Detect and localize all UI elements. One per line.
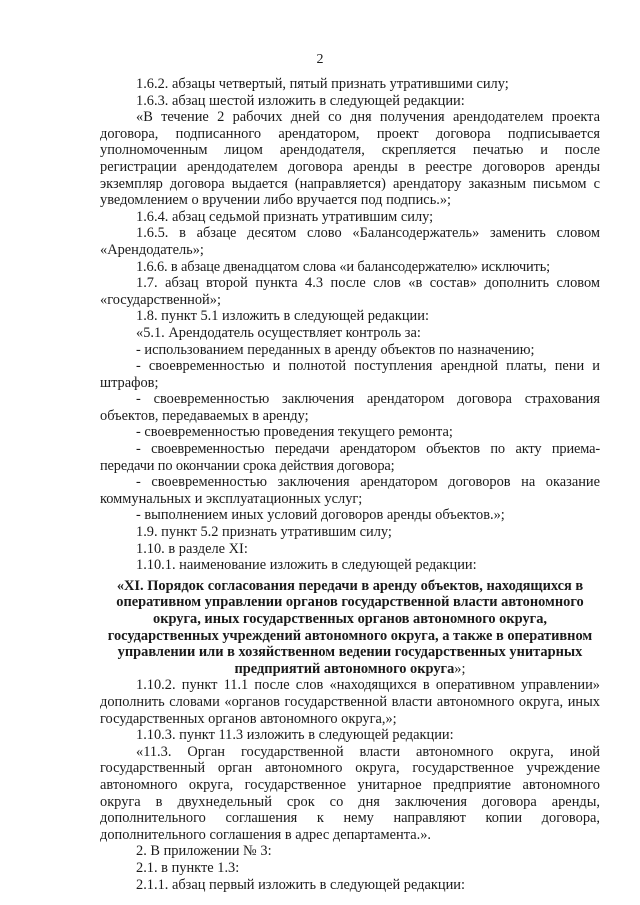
page-number: 2	[316, 52, 324, 67]
list-item-usage: - использованием переданных в аренду объектов по назначению;	[136, 341, 535, 358]
heading-tail: »;	[454, 660, 466, 677]
document-body	[100, 76, 600, 893]
list-item-insurance: - своевременностью заключения арендатором договора страхования объектов, передаваемых в аренду;	[100, 391, 600, 424]
section-xi-heading	[100, 578, 600, 678]
paragraph-2-1-1: 2.1.1. абзац первый изложить в следующей редакции:	[136, 876, 465, 893]
paragraph-1-9: 1.9. пункт 5.2 признать утратившим силу;	[136, 524, 392, 541]
paragraph-1-6-6: 1.6.6. в абзаце двенадцатом слова «и балансодержателю» исключить;	[136, 258, 550, 275]
paragraph-1-10-1: 1.10.1. наименование изложить в следующей редакции:	[136, 557, 477, 574]
paragraph-quote-contract-signing: «В течение 2 рабочих дней со дня получения арендодателем проекта договора, подписанного арендатором, проект договора подписывается уполномоченным лицом арендодателя, скрепляется печатью и после регистрации арендодателем договора аренды в реестре договоров аренды экземпляр договора выдается (направляется) арендатору заказным письмом с уведомлением о вручении либо вручается под подпись.»;	[100, 109, 600, 209]
paragraph-2-1: 2.1. в пункте 1.3:	[136, 859, 240, 876]
list-item-rent-payment: - своевременностью и полнотой поступления арендной платы, пени и штрафов;	[100, 358, 600, 391]
paragraph-5-1: «5.1. Арендодатель осуществляет контроль за:	[136, 324, 421, 341]
paragraph-1-6-3: 1.6.3. абзац шестой изложить в следующей редакции:	[136, 92, 465, 109]
paragraph-1-10: 1.10. в разделе XI:	[136, 540, 248, 557]
paragraph-1-10-2: 1.10.2. пункт 11.1 после слов «находящихся в оперативном управлении» дополнить словами «органов государственной власти автономного округа, иных государственных органов автономного округа,»;	[100, 677, 600, 727]
paragraph-1-6-2: 1.6.2. абзацы четвертый, пятый признать утратившими силу;	[136, 76, 509, 92]
list-item-other-conditions: - выполнением иных условий договоров аренды объектов.»;	[136, 507, 505, 524]
paragraph-11-3: «11.3. Орган государственной власти автономного округа, иной государственный орган автономного округа, государственное учреждение автономного округа, государственное унитарное предприятие автономного округа в двухнедельный срок со дня заключения договора аренды, дополнительного соглашения к нему направляют копии договора, дополнительного соглашения в адрес департамента.».	[100, 743, 600, 843]
paragraph-1-7: 1.7. абзац второй пункта 4.3 после слов «в состав» дополнить словом «государственной»;	[100, 275, 600, 308]
paragraph-1-6-5: 1.6.5. в абзаце десятом слово «Балансодержатель» заменить словом «Арендодатель»;	[100, 225, 600, 258]
paragraph-2: 2. В приложении № 3:	[136, 843, 272, 860]
paragraph-1-8: 1.8. пункт 5.1 изложить в следующей редакции:	[136, 308, 429, 325]
list-item-utilities: - своевременностью заключения арендатором договоров на оказание коммунальных и эксплуатационных услуг;	[100, 474, 600, 507]
heading-open-quote: «	[116, 577, 125, 594]
paragraph-1-10-3: 1.10.3. пункт 11.3 изложить в следующей редакции:	[136, 727, 454, 744]
paragraph-1-6-4: 1.6.4. абзац седьмой признать утратившим силу;	[136, 208, 434, 225]
list-item-repair: - своевременностью проведения текущего ремонта;	[136, 424, 453, 441]
list-item-transfer-act: - своевременностью передачи арендатором объектов по акту приема-передачи по окончании срока действия договора;	[100, 441, 600, 474]
heading-text: XI. Порядок согласования передачи в аренду объектов, находящихся в оперативном управлении органов государственной власти автономного округа, иных государственных органов автономного округа, государственных учреждений автономного округа, а также в оперативном управлении или в хозяйственном ведении государственных унитарных предприятий автономного округа	[107, 577, 593, 677]
